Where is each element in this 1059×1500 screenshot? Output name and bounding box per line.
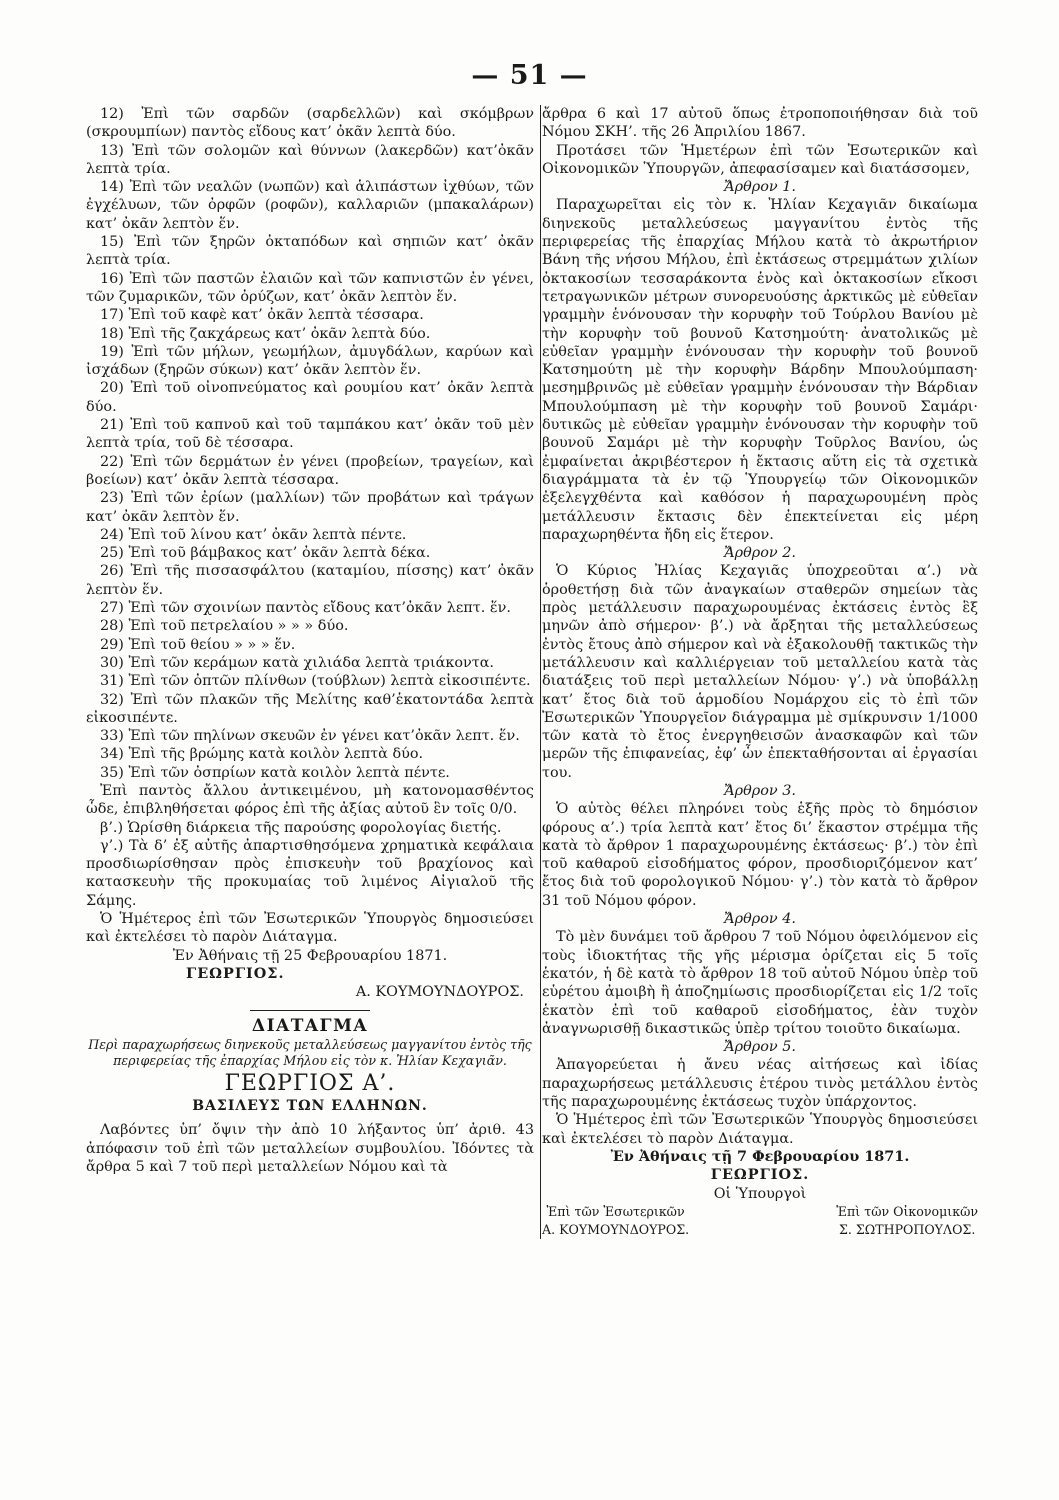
- decree-title: ΔΙΑΤΑΓΜΑ: [251, 1015, 369, 1036]
- tax-item: 17) Ἐπὶ τοῦ καφὲ κατ’ ὀκᾶν λεπτὰ τέσσαρα.: [100, 307, 424, 324]
- article-5-text: Ἀπαγορεύεται ἡ ἄνευ νέας αἰτήσεως καὶ ἰδίας παραχωρήσεως μετάλλευσις ἑτέρου τινὸς μετάλλου ἐντὸς τῆς παραχωρουμένης ἐκτάσεως τυχὸν ὑπάρχοντος.: [542, 1057, 978, 1111]
- tax-item: 22) Ἐπὶ τῶν δερμάτων ἐν γένει (προβείων, τραγείων, καὶ βοείων) κατ’ ὀκᾶν λεπτὰ τέσσαρα.: [86, 453, 534, 488]
- tax-item: 30) Ἐπὶ τῶν κεράμων κατὰ χιλιάδα λεπτὰ τριάκοντα.: [100, 654, 494, 671]
- tax-item: 16) Ἐπὶ τῶν παστῶν ἐλαιῶν καὶ τῶν καπνιστῶν ἐν γένει, τῶν ζυμαρικῶν, τῶν ὀρύζων, κατ’ ὀκᾶν λεπτὸν ἕν.: [86, 270, 534, 305]
- minister-signature: Α. ΚΟΥΜΟΥΝΔΟΥΡΟΣ.: [355, 984, 524, 1001]
- tax-item: 12) Ἐπὶ τῶν σαρδῶν (σαρδελλῶν) καὶ σκόμβρων (σκρουμπίων) παντὸς εἴδους κατ’ ὀκᾶν λεπτὰ δύο.: [86, 106, 534, 141]
- paragraph-capital: γ’.) Τὰ δ’ ἐξ αὐτῆς ἀπαρτισθησόμενα χρηματικὰ κεφάλαια προσδιωρίσθησαν πρὸς ἐπισκευὴν τοῦ βραχίονος καὶ κατασκευὴν τῆς προκυμαίας τοῦ λιμένος Αἰγιαλοῦ τῆς Σάμης.: [86, 837, 534, 909]
- tax-item: 18) Ἐπὶ τῆς ζακχάρεως κατ’ ὀκᾶν λεπτὰ δύο.: [100, 325, 431, 342]
- article-4-text: Τὸ μὲν δυνάμει τοῦ ἄρθρου 7 τοῦ Νόμου ὀφειλόμενον εἰς τοὺς ἰδιοκτήτας τῆς γῆς μέρισμα ὁρίζεται εἰς 5 τοῖς ἑκατόν, ἡ δὲ κατὰ τὸ ἄρθρον 18 τοῦ αὐτοῦ Νόμου ὑπὲρ τοῦ εὑρέτου ἀμοιβὴ ἢ ἀποζημίωσις προσδιορίζεται εἰς 1/2 τοῖς ἑκατὸν ἐπὶ τοῦ καθαροῦ εἰσοδήματος, ἐὰν τυχὸν ἀναγνωρισθῇ δικαστικῶς ὑπὲρ τρίτου τοιοῦτο δικαίωμα.: [542, 929, 978, 1037]
- tax-item: 24) Ἐπὶ τοῦ λίνου κατ’ ὀκᾶν λεπτὰ πέντε.: [100, 526, 407, 543]
- tax-item: 34) Ἐπὶ τῆς βρώμης κατὰ κοιλὸν λεπτὰ δύο.: [100, 746, 424, 763]
- page-number: — 51 —: [471, 60, 588, 91]
- continuation-text: ἄρθρα 6 καὶ 17 αὐτοῦ ὅπως ἐτροποποιήθησαν διὰ τοῦ Νόμου ΣΚΗ’. τῆς 26 Ἀπριλίου 1867.: [542, 106, 978, 141]
- minister-finance: [836, 1203, 978, 1240]
- paragraph-minister: Ὁ Ἡμέτερος ἐπὶ τῶν Ἐσωτερικῶν Ὑπουργὸς δημοσιεύσει καὶ ἐκτελέσει τὸ παρὸν Διάταγμα.: [86, 911, 534, 946]
- decree-date-2: Ἐν Ἀθήναις τῇ 7 Φεβρουαρίου 1871.: [610, 1147, 910, 1165]
- article-3-text: Ὁ αὐτὸς θέλει πληρόνει τοὺς ἑξῆς πρὸς τὸ δημόσιον φόρους α’.) τρία λεπτὰ κατ’ ἔτος δι’ ἕκαστον στρέμμα τῆς κατὰ τὸ ἄρθρον 1 παραχωρουμένης ἐκτάσεως· β’.) τὸν ἐπὶ τοῦ καθαροῦ εἰσοδήματος φόρον, προσδιοριζόμενον κατ’ ἔτος διὰ τοῦ φορολογικοῦ Νόμου· γ’.) τὸν κατὰ τὸ ἄρθρον 31 τοῦ Νόμου φόρον.: [542, 801, 978, 909]
- divider-rule: [250, 1010, 370, 1011]
- minister-finance-title: Ἐπὶ τῶν Οἰκονομικῶν: [836, 1203, 978, 1219]
- tax-item: 25) Ἐπὶ τοῦ βάμβακος κατ’ ὀκᾶν λεπτὰ δέκα.: [100, 545, 431, 562]
- tax-item: 13) Ἐπὶ τῶν σολομῶν καὶ θύννων (λακερδῶν) κατ’ὀκᾶν λεπτὰ τρία.: [86, 142, 534, 177]
- king-subtitle: ΒΑΣΙΛΕΥΣ ΤΩΝ ΕΛΛΗΝΩΝ.: [192, 1098, 428, 1115]
- article-4-heading: Ἄρθρον 4.: [724, 911, 796, 928]
- minister-finance-name: Σ. ΣΩΤΗΡΟΠΟΥΛΟΣ.: [838, 1222, 976, 1238]
- decree-date: Ἐν Ἀθήναις τῇ 25 Φεβρουαρίου 1871.: [172, 947, 448, 964]
- tax-item: 31) Ἐπὶ τῶν ὀπτῶν πλίνθων (τούβλων) λεπτὰ εἰκοσιπέντε.: [100, 673, 531, 690]
- paragraph-other-items: Ἐπὶ παντὸς ἄλλου ἀντικειμένου, μὴ κατονομασθέντος ὧδε, ἐπιβληθήσεται φόρος ἐπὶ τῆς ἀξίας αὐτοῦ ἓν τοῖς 0/0.: [86, 782, 534, 818]
- preamble: Λαβόντες ὑπ’ ὄψιν τὴν ἀπὸ 10 λήξαντος ὑπ’ ἀριθ. 43 ἀπόφασιν τοῦ ἐπὶ τῶν μεταλλείων συμβουλίου. Ἰδόντες τὰ ἄρθρα 5 καὶ 7 τοῦ περὶ μεταλλείων Νόμου καὶ τὰ: [86, 1122, 534, 1176]
- ministers-label: Οἱ Ὑπουργοὶ: [713, 1185, 807, 1202]
- tax-items-list: [86, 105, 534, 782]
- king-signature: ΓΕΩΡΓΙΟΣ.: [186, 964, 285, 982]
- article-5-heading: Ἄρθρον 5.: [724, 1039, 796, 1056]
- minister-interior-name: Α. ΚΟΥΜΟΥΝΔΟΥΡΟΣ.: [542, 1222, 690, 1238]
- article-3-heading: Ἄρθρον 3.: [724, 782, 796, 799]
- article-1-text: Παραχωρεῖται εἰς τὸν κ. Ἠλίαν Κεχαγιᾶν δικαίωμα διηνεκοῦς μεταλλεύσεως μαγγανίτου ἐντὸς τῆς περιφερείας τῆς ἐπαρχίας Μήλου κατὰ τὸ ἀκρωτήριον Βάνη τῆς νήσου Μήλου, ἐπὶ ἐκτάσεως στρεμμάτων χιλίων ὀκτακοσίων τεσσαράκοντα ἑνὸς καὶ ὀκτακοσίων εἴκοσι τετραγωνικῶν μέτρων συνορευούσης ἀρκτικῶς μὲ εὐθεῖαν γραμμὴν ἑνόνουσαν τὴν κορυφὴν τοῦ Τούρλου Βανίου μὲ τὴν κορυφὴν τοῦ βουνοῦ Κατσημούτη· ἀνατολικῶς μὲ εὐθεῖαν γραμμὴν ἑνόνουσαν τὴν κορυφὴν τοῦ βουνοῦ Κατσημούτη μὲ τὴν κορυφὴν Βάρδην Μπουλούμπαση· μεσημβρινῶς μὲ εὐθεῖαν γραμμὴν ἑνόνουσαν τὴν Βάρδιαν Μπουλούμπαση μὲ τὴν κορυφὴν τοῦ βουνοῦ Σαμάρι· δυτικῶς μὲ εὐθεῖαν γραμμὴν ἑνόνουσαν τὴν κορυφὴν τοῦ βουνοῦ Σαμάρι μὲ τὴν κορυφὴν Τοῦρλος Βανίου, ὡς ἐμφαίνεται ἀκριβέστερον ἡ ἔκτασις αὕτη εἰς τὰ σχετικὰ διαγράμματα τὰ ἐν τῷ Ὑπουργείῳ τῶν Οἰκονομικῶν ἐξελεγχθέντα καὶ καθόσον ἡ παραχωρουμένη πρὸς μετάλλευσιν ἔκτασις δὲν ἐπεκτείνεται εἰς μέρη παραχωρηθέντα ἤδη εἰς ἕτερον.: [542, 197, 978, 543]
- tax-item: 26) Ἐπὶ τῆς πισσασφάλτου (καταμίου, πίσσης) κατ’ ὀκᾶν λεπτὸν ἕν.: [86, 563, 534, 598]
- minister-interior-title: Ἐπὶ τῶν Ἐσωτερικῶν: [546, 1203, 685, 1219]
- tax-item: 27) Ἐπὶ τῶν σχοινίων παντὸς εἴδους κατ’ὀκᾶν λεπτ. ἕν.: [100, 600, 511, 617]
- left-column: [86, 105, 534, 1176]
- minister-interior: [542, 1203, 689, 1240]
- minister-paragraph: Ὁ Ἡμέτερος ἐπὶ τῶν Ἐσωτερικῶν Ὑπουργὸς δημοσιεύσει καὶ ἐκτελέσει τὸ παρὸν Διάταγμα.: [542, 1112, 978, 1147]
- tax-item: 21) Ἐπὶ τοῦ καπνοῦ καὶ τοῦ ταμπάκου κατ’ ὀκᾶν τοῦ μὲν λεπτὰ τρία, τοῦ δὲ τέσσαρα.: [86, 417, 534, 452]
- tax-item: 20) Ἐπὶ τοῦ οἰνοπνεύματος καὶ ρουμίου κατ’ ὀκᾶν λεπτὰ δύο.: [86, 380, 534, 415]
- tax-item: 28) Ἐπὶ τοῦ πετρελαίου » » » δύο.: [100, 618, 349, 635]
- king-title: ΓΕΩΡΓΙΟΣ Α’.: [224, 1070, 396, 1096]
- tax-item: 23) Ἐπὶ τῶν ἐρίων (μαλλίων) τῶν προβάτων καὶ τράγων κατ’ ὀκᾶν λεπτὸν ἕν.: [86, 490, 534, 525]
- article-2-heading: Ἄρθρον 2.: [724, 545, 796, 562]
- tax-item: 29) Ἐπὶ τοῦ θείου » » » ἕν.: [100, 636, 296, 653]
- ministers-signatures: [542, 1203, 978, 1240]
- tax-item: 19) Ἐπὶ τῶν μήλων, γεωμήλων, ἀμυγδάλων, καρύων καὶ ἰσχάδων (ξηρῶν σύκων) κατ’ ὀκᾶν λεπτὸν ἕν.: [86, 343, 534, 379]
- paragraph-duration: β’.) Ὡρίσθη διάρκεια τῆς παρούσης φορολογίας διετής.: [100, 819, 502, 836]
- article-1-heading: Ἄρθρον 1.: [724, 179, 796, 196]
- tax-item: 15) Ἐπὶ τῶν ξηρῶν ὀκταπόδων καὶ σηπιῶν κατ’ ὀκᾶν λεπτὰ τρία.: [86, 234, 534, 269]
- article-2-text: Ὁ Κύριος Ἠλίας Κεχαγιᾶς ὑποχρεοῦται α’.) νὰ ὁροθετήσῃ διὰ τῶν ἀναγκαίων σταθερῶν σημείων τὰς πρὸς μετάλλευσιν παραχωρουμένας ἐκτάσεις ἐντὸς ἓξ μηνῶν ἀπὸ σήμερον· β’.) νὰ ἄρξηται τῆς μεταλλεύσεως ἐντὸς ἔτους ἀπὸ σήμερον καὶ νὰ ἐξακολουθῇ τακτικῶς τὴν μετάλλευσιν καὶ καλλιέργειαν τοῦ μεταλλείου κατὰ τὰς διατάξεις τοῦ περὶ μεταλλείων Νόμου· γ’.) νὰ ὑποβάλλῃ κατ’ ἔτος διὰ τοῦ ἁρμοδίου Νομάρχου εἰς τὸ ἐπὶ τῶν Ἐσωτερικῶν Ὑπουργεῖον διάγραμμα μὲ σμίκρυνσιν 1/1000 τῶν κατὰ τὸ ἔτος ἐνεργηθεισῶν ἀνασκαφῶν καὶ τῶν μερῶν τῆς ἐπιφανείας, ἐφ’ ὧν ἐπεκταθήσονται αἱ ἐργασίαι του.: [542, 563, 978, 781]
- king-signature-2: ΓΕΩΡΓΙΟΣ.: [710, 1166, 810, 1184]
- tax-item: 32) Ἐπὶ τῶν πλακῶν τῆς Μελίτης καθ’ἑκατοντάδα λεπτὰ εἰκοσιπέντε.: [86, 691, 534, 726]
- right-column: [540, 105, 978, 1239]
- tax-item: 35) Ἐπὶ τῶν ὀσπρίων κατὰ κοιλὸν λεπτὰ πέντε.: [100, 764, 450, 781]
- tax-item: 14) Ἐπὶ τῶν νεαλῶν (νωπῶν) καὶ ἁλιπάστων ἰχθύων, τῶν ἐγχέλυων, τῶν ὀρφῶν (ροφῶν), καλλαριῶν (μπακαλάρων) κατ’ ὀκᾶν λεπτὸν ἕν.: [86, 179, 534, 232]
- decree-subtitle: Περὶ παραχωρήσεως διηνεκοῦς μεταλλεύσεως μαγγανίτου ἐντὸς τῆς περιφερείας τῆς ἐπαρχίας Μήλου εἰς τὸν κ. Ἠλίαν Κεχαγιᾶν.: [88, 1036, 532, 1068]
- tax-item: 33) Ἐπὶ τῶν πηλίνων σκευῶν ἐν γένει κατ’ὀκᾶν λεπτ. ἕν.: [100, 728, 520, 745]
- proposal-text: Προτάσει τῶν Ἡμετέρων ἐπὶ τῶν Ἐσωτερικῶν καὶ Οἰκονομικῶν Ὑπουργῶν, ἀπεφασίσαμεν καὶ διατάσσομεν,: [542, 142, 978, 177]
